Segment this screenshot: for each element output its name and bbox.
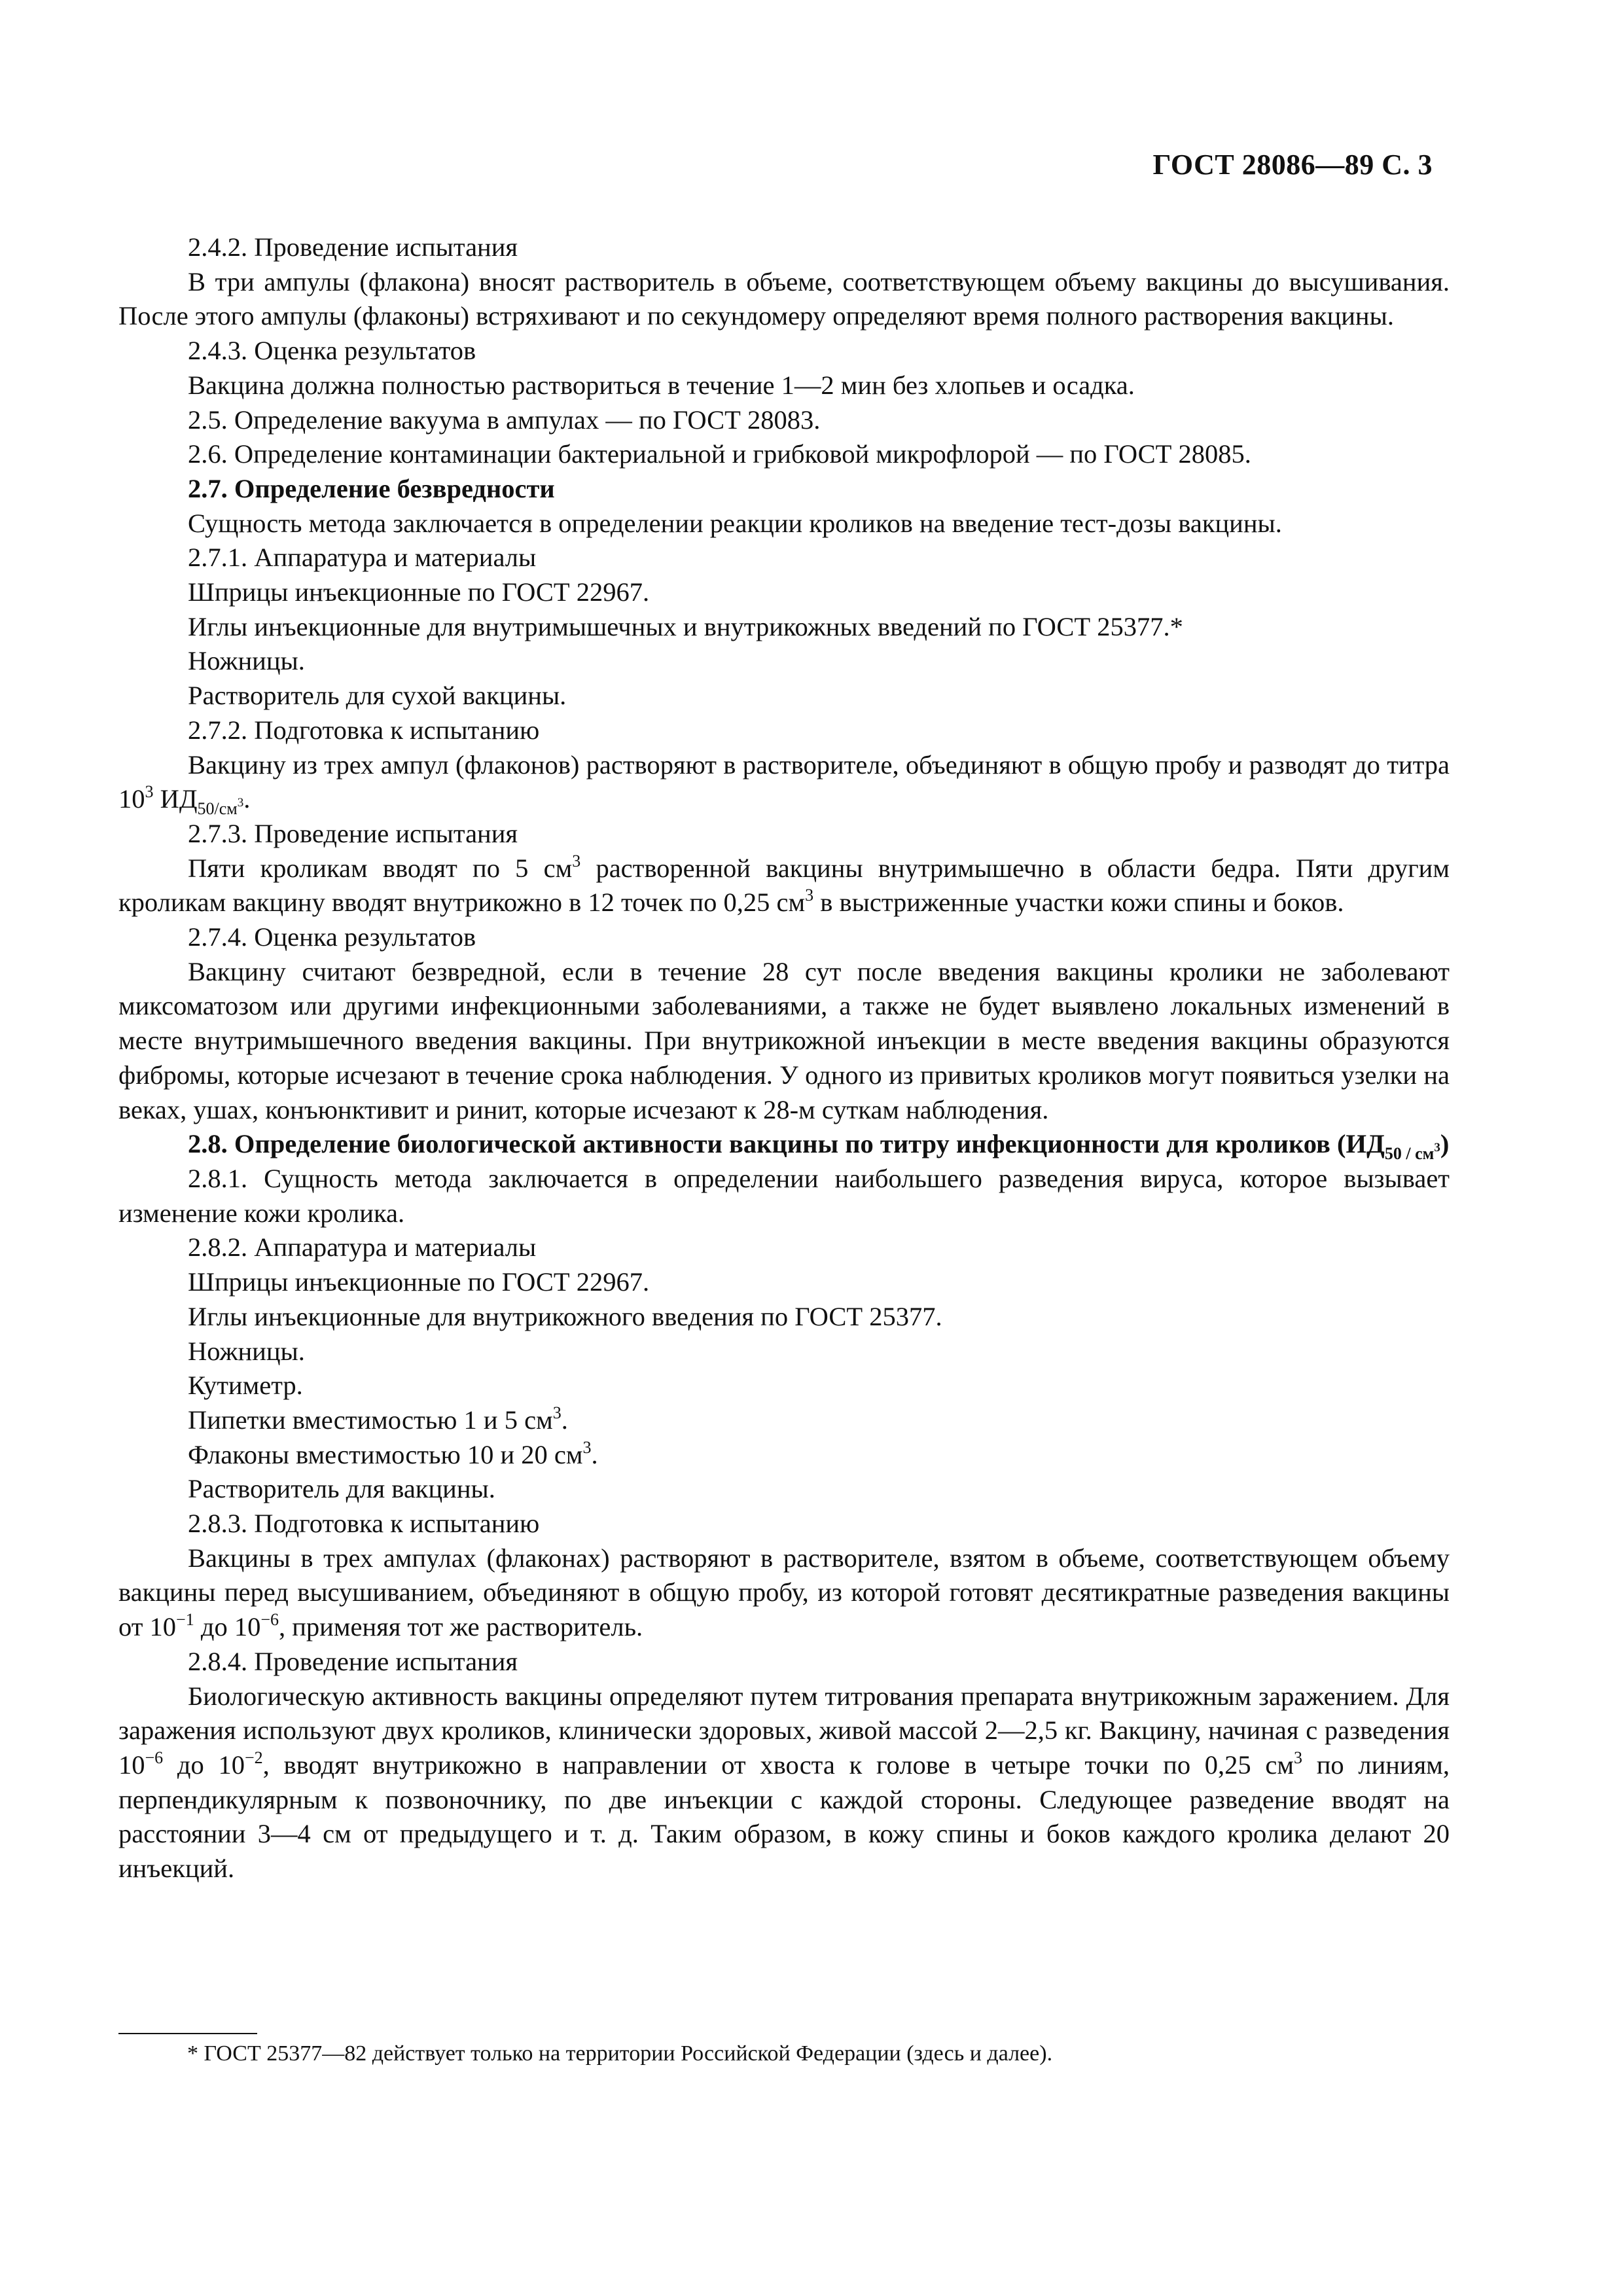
section-2-4-3-text: Вакцина должна полностью раствориться в течение 1—2 мин без хлопьев и осадка.: [188, 370, 1135, 400]
section-2-8-heading: 2.8. Определение биологической активности вакцины по титру инфекционности для кроликов $(ИД_{50 / см^3})$: [188, 1129, 1450, 1164]
equipment-item: Кутиметр.: [188, 1371, 303, 1401]
equipment-item-flasks: Флаконы вместимостью 10 и 20 $см^3$.: [188, 1437, 598, 1469]
equipment-item: Шприцы инъекционные по ГОСТ 22967.: [188, 577, 650, 607]
equipment-item-solvent: Растворитель для вакцины.: [188, 1474, 495, 1504]
section-2-7-4-heading: 2.7.4. Оценка результатов: [188, 922, 476, 952]
section-2-7-text: Сущность метода заключается в определении реакции кроликов на введение тест-дозы вакцины.: [188, 508, 1282, 538]
equipment-item: Ножницы.: [188, 1336, 305, 1366]
section-2-4-3-heading: 2.4.3. Оценка результатов: [188, 336, 476, 366]
equipment-item: Растворитель для сухой вакцины.: [188, 681, 567, 711]
section-2-6: 2.6. Определение контаминации бактериальной и грибковой микрофлорой — по ГОСТ 28085.: [188, 439, 1251, 469]
document-body: [118, 230, 1450, 1886]
page-header: ГОСТ 28086—89 С. 3: [1152, 149, 1433, 181]
section-2-7-3-text: Пяти кроликам вводят по 5 $см^3$ растворенной вакцины внутримышечно в области бедра. Пяти другим кроликам вакцину вводят внутрикожно в 12 точек по 0,25 $см^3$ в выстриженные участки кожи спины и боков.: [118, 851, 1450, 918]
section-2-7-1-heading: 2.7.1. Аппаратура и материалы: [188, 543, 537, 573]
equipment-item-pipettes: Пипетки вместимостью 1 и 5 $см^3$.: [188, 1403, 568, 1435]
section-2-8-3-heading: 2.8.3. Подготовка к испытанию: [188, 1509, 540, 1539]
section-2-7-3-heading: 2.7.3. Проведение испытания: [188, 818, 518, 848]
section-2-8-3-text: Вакцины в трех ампулах (флаконах) растворяют в растворителе, взятом в объеме, соответствующем объему вакцины перед высушиванием, объединяют в общую пробу, из которой готовят десятикратные разведения вакцины от $10^{-1}$ до $10^{-6}$, применяя тот же растворитель.: [118, 1543, 1450, 1642]
equipment-item: Ножницы.: [188, 646, 305, 676]
section-2-4-2-text: В три ампулы (флакона) вносят растворитель в объеме, соответствующем объему вакцины до высушивания. После этого ампулы (флаконы) встряхивают и по секундомеру определяют время полного растворения вакцины.: [118, 266, 1450, 331]
equipment-item: Шприцы инъекционные по ГОСТ 22967.: [188, 1267, 650, 1297]
section-2-8-4-text: Биологическую активность вакцины определяют путем титрования препарата внутрикожным заражением. Для заражения используют двух кроликов, клинически здоровых, живой массой 2—2,5 кг. Вакцину, начиная с разведения $10^{-6}$ до $10^{-2}$, вводят внутрикожно в направлении от хвоста к голове в четыре точки по 0,25 $см^3$ по линиям, перпендикулярным к позвоночнику, по две инъекции с каждой стороны. Следующее разведение вводят на расстоянии 3—4 см от предыдущего и т. д. Таким образом, в кожу спины и боков каждого кролика делают 20 инъекций.: [118, 1681, 1450, 1884]
footnote: * ГОСТ 25377—82 действует только на территории Российской Федерации (здесь и далее).: [187, 2041, 1053, 2066]
section-2-7-2-text: Вакцину из трех ампул (флаконов) растворяют в растворителе, объединяют в общую пробу и разводят до титра $10^3$ $ИД_{50/см^3}$.: [118, 749, 1450, 819]
section-2-8-2-heading: 2.8.2. Аппаратура и материалы: [188, 1232, 537, 1263]
section-2-4-2-heading: 2.4.2. Проведение испытания: [188, 232, 518, 262]
section-2-5: 2.5. Определение вакуума в ампулах — по ГОСТ 28083.: [188, 404, 821, 435]
equipment-item: Иглы инъекционные для внутримышечных и внутрикожных введений по ГОСТ 25377.*: [188, 611, 1183, 641]
section-2-8-4-heading: 2.8.4. Проведение испытания: [188, 1646, 518, 1676]
section-2-8-1: 2.8.1. Сущность метода заключается в определении наибольшего разведения вируса, которое вызывает изменение кожи кролика.: [118, 1163, 1450, 1228]
section-2-7-heading: 2.7. Определение безвредности: [188, 473, 555, 503]
section-2-7-4-text: Вакцину считают безвредной, если в течение 28 сут после введения вакцины кролики не заболевают миксоматозом или другими инфекционными заболеваниями, а также не будет выявлено локальных изменений в месте внутримышечного введения вакцины. При внутрикожной инъекции в месте введения вакцины образуются фибромы, которые исчезают в течение срока наблюдения. У одного из привитых кроликов могут появиться узелки на веках, ушах, конъюнктивит и ринит, которые исчезают к 28-м суткам наблюдения.: [118, 956, 1450, 1124]
footnote-divider: [118, 2033, 257, 2034]
section-2-7-2-heading: 2.7.2. Подготовка к испытанию: [188, 715, 540, 745]
equipment-item: Иглы инъекционные для внутрикожного введения по ГОСТ 25377.: [188, 1301, 942, 1331]
